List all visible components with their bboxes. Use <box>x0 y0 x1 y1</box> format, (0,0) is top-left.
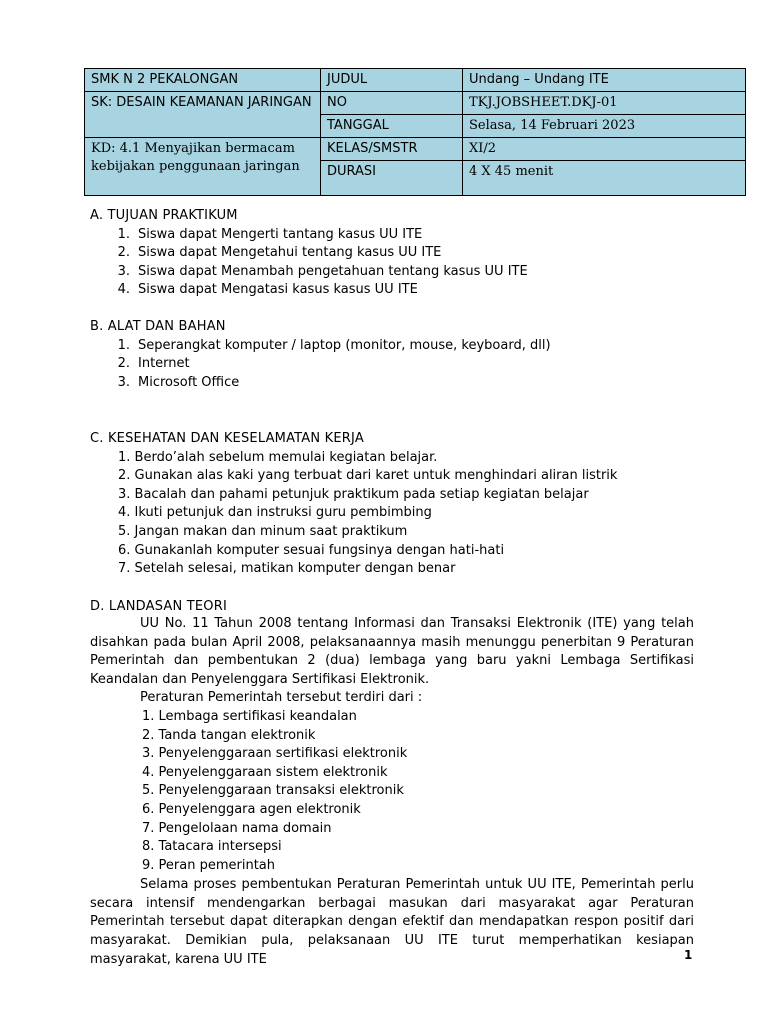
section-title: A. TUJUAN PRAKTIKUM <box>90 208 238 223</box>
judul-label: JUDUL <box>321 69 463 92</box>
list-item: 1. Lembaga sertifikasi keandalan <box>142 709 357 724</box>
list-item: 3. Penyelenggaraan sertifikasi elektronik <box>142 746 408 762</box>
kelas-value: XI/2 <box>463 138 746 161</box>
judul-value: Undang – Undang ITE <box>463 69 746 92</box>
list-item: 8. Tatacara intersepsi <box>142 839 282 855</box>
list-item: 6. Penyelenggara agen elektronik <box>142 801 361 817</box>
list-item: 1. Seperangkat komputer / laptop (monitor, mouse, keyboard, dll) <box>117 337 551 353</box>
section-title: D. LANDASAN TEORI <box>90 599 228 614</box>
list-item: 5. Jangan makan dan minum saat praktikum <box>118 523 408 539</box>
list-item: 3. Bacalah dan pahami petunjuk praktikum pada setiap kegiatan belajar <box>118 486 589 502</box>
list-item: 1. Berdo’alah sebelum memulai kegiatan belajar. <box>118 449 438 465</box>
paragraph-1: UU No. 11 Tahun 2008 tentang Informasi dan Transaksi Elektronik (ITE) yang telah disahkan pada bulan April 2008, pelaksanaannya masih menunggu penerbitan 9 Peraturan Pemerintah dan pembentukan 2 (dua) lembaga yang baru yakni Lembaga Sertifikasi Keandalan dan Penyelenggara Sertifikasi Elektronik. <box>90 616 694 688</box>
list-item: 2. Siswa dapat Mengetahui tentang kasus UU ITE <box>117 245 442 261</box>
section-k3 <box>90 430 617 579</box>
section-title: C. KESEHATAN DAN KESELAMATAN KERJA <box>90 431 364 446</box>
no-value: TKJ.JOBSHEET.DKJ-01 <box>463 92 746 115</box>
kd-cell: KD: 4.1 Menyajikan bermacam kebijakan penggunaan jaringan <box>85 138 321 196</box>
tanggal-label: TANGGAL <box>321 115 463 138</box>
school-cell: SMK N 2 PEKALONGAN <box>85 69 321 92</box>
section-alat <box>90 318 551 392</box>
list-item: 3. Microsoft Office <box>117 374 240 390</box>
section-landasan-title <box>90 598 227 617</box>
list-item: 5. Penyelenggaraan transaksi elektronik <box>142 783 404 799</box>
list-item: 2. Internet <box>117 356 190 372</box>
section-tujuan <box>90 207 528 300</box>
header-table <box>84 68 746 196</box>
list-item: 9. Peran pemerintah <box>142 857 276 873</box>
paragraph-3: Selama proses pembentukan Peraturan Pemerintah untuk UU ITE, Pemerintah perlu secara intensif mendengarkan berbagai masukan dari masyarakat agar Peraturan Pemerintah tersebut dapat diterapkan dengan efektif dan mendapatkan respon positif dari masyarakat. Demikian pula, pelaksanaan UU ITE turut memperhatikan kesiapan masyarakat, karena UU ITE <box>90 877 694 967</box>
paragraph-2: Peraturan Pemerintah tersebut terdiri dari : <box>140 690 423 705</box>
durasi-value: 4 X 45 menit <box>463 161 746 196</box>
list-item: 6. Gunakanlah komputer sesuai fungsinya dengan hati-hati <box>118 542 505 558</box>
tanggal-value: Selasa, 14 Februari 2023 <box>463 115 746 138</box>
peraturan-list <box>142 708 407 875</box>
list-item: 2. Gunakan alas kaki yang terbuat dari karet untuk menghindari aliran listrik <box>118 468 618 484</box>
kelas-label: KELAS/SMSTR <box>321 138 463 161</box>
list-item: 4. Ikuti petunjuk dan instruksi guru pembimbing <box>118 505 432 521</box>
page-number: 1 <box>684 948 693 962</box>
list-item: 7. Pengelolaan nama domain <box>142 820 332 836</box>
list-item: 2. Tanda tangan elektronik <box>142 727 316 743</box>
no-label: NO <box>321 92 463 115</box>
list-item: 7. Setelah selesai, matikan komputer dengan benar <box>118 561 456 577</box>
list-item: 3. Siswa dapat Menambah pengetahuan tentang kasus UU ITE <box>117 263 528 279</box>
list-item: 4. Siswa dapat Mengatasi kasus kasus UU ITE <box>117 282 418 298</box>
list-item: 1. Siswa dapat Mengerti tantang kasus UU ITE <box>117 226 423 242</box>
durasi-label: DURASI <box>321 161 463 196</box>
sk-cell: SK: DESAIN KEAMANAN JARINGAN <box>85 92 321 138</box>
section-title: B. ALAT DAN BAHAN <box>90 319 226 334</box>
list-item: 4. Penyelenggaraan sistem elektronik <box>142 764 388 780</box>
